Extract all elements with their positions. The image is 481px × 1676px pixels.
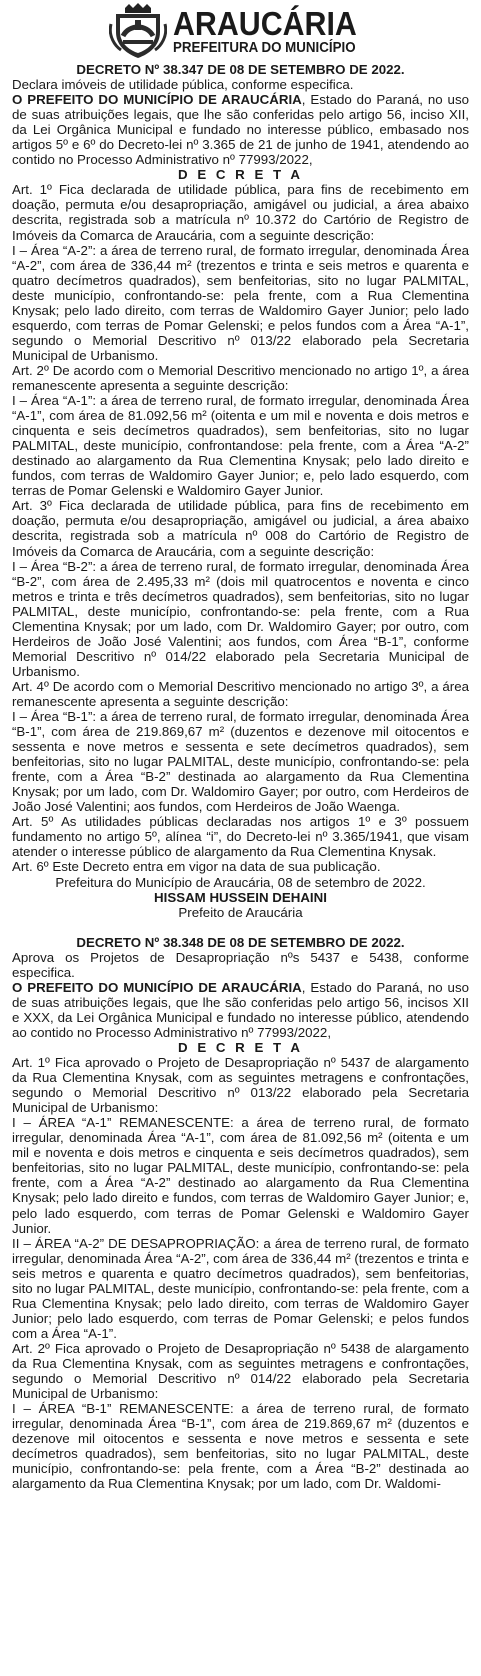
article-4-item: I – Área “B-1”: a área de terreno rural, de formato irregular, denominada Área “B-1”, com área de 219.869,67 m² (duzentos e dezenove mil oitocentos e sessenta e nove metros e sessenta e sete decímetros quadrados), sem benfeitorias, sito no lugar PALMITAL, deste município, confrontando-se: pela frente, com a Área “B-2” destinada ao alargamento da Rua Clementina Knysak; por um lado, com Dr. Waldomiro Gayer; por outro, com Herdeiros de João José Valentini; aos fundos, com Herdeiros de João Waenga. [12, 709, 469, 815]
place-date: Prefeitura do Município de Araucária, 08 de setembro de 2022. [55, 874, 426, 890]
preamble-lead: O PREFEITO DO MUNICÍPIO DE ARAUCÁRIA [12, 92, 302, 108]
article-2-item-1: I – ÁREA “B-1” REMANESCENTE: a área de terreno rural, de formato irregular, denominada Área “B-1”, com área de 219.869,67 m² (duzentos e dezenove mil oitocentos e sessenta e nove metros e sessenta e sete decímetros quadrados), sem benfeitorias, sito no lugar PALMITAL, deste município, confrontando-se: pela frente, com a Área “B-2” destinada ao alargamento da Rua Clementina Knysak; por um lado, com Dr. Waldomi- [12, 1401, 469, 1492]
decree-separator [12, 920, 469, 935]
city-name: ARAUCÁRIA [172, 4, 357, 42]
city-subtitle: PREFEITURA DO MUNICÍPIO [172, 39, 356, 56]
decree-title: DECRETO Nº 38.348 DE 08 DE SETEMBRO DE 2022. [76, 934, 405, 950]
preamble-text: , Estado do Paraná, no uso de suas atribuições legais, que lhe são conferidas pelo artigo 56, inciso XII, da Lei Orgânica Municipal e fundado no interesse público, embasado nos artigos 5º e 6º do Decreto-lei nº 3.365 de 21 de junho de 1941, atendendo ao contido no Processo Administrativo nº 77993/2022, [12, 92, 469, 168]
decreta-heading: D E C R E T A [178, 167, 303, 183]
decree-38347 [12, 62, 469, 920]
article-2: Art. 2º De acordo com o Memorial Descritivo mencionado no artigo 1º, a área remanescente apresenta a seguinte descrição: [12, 362, 469, 393]
article-1-item-1: I – ÁREA “A-1” REMANESCENTE: a área de terreno rural, de formato irregular, denominada Área “A-1”, com área de 81.092,56 m² (oitenta e um mil e noventa e dois metros e cinquenta e seis decímetros quadrados), sem benfeitorias, sito no lugar PALMITAL, deste município, confrontando-se: pela frente, com a Área “A-2” destinado ao alargamento da Rua Clementina Knysak; pelo lado direito e fundos, com terras de Waldomiro Gayer Junior; e, pelo lado esquerdo, com terras de Pomar Gelenski e Waldomiro Gayer Junior. [12, 1115, 469, 1236]
decree-38348 [12, 935, 469, 1492]
article-2: Art. 2º Fica aprovado o Projeto de Desapropriação nº 5438 de alargamento da Rua Clementina Knysak, com as seguintes metragens e confrontações, segundo o Memorial Descritivo nº 014/22 elaborado pela Secretaria Municipal de Urbanismo: [12, 1340, 469, 1402]
decree-preamble [12, 980, 469, 1040]
decree-summary: Aprova os Projetos de Desapropriação nºs 5437 e 5438, conforme especifica. [12, 949, 469, 980]
decree-summary: Declara imóveis de utilidade pública, conforme especifica. [12, 77, 354, 93]
article-1-item: I – Área “A-2”: a área de terreno rural, de formato irregular, denominada Área “A-2”, com área de 336,44 m² (trezentos e trinta e seis metros e quarenta e quatro decímetros quadrados), sem benfeitorias, sito no lugar PALMITAL, deste município, confrontando-se: pela frente, com a Rua Clementina Knysak; pelo lado direito, com terras de Waldomiro Gayer Junior; pelo lado esquerdo, com terras de Pomar Gelenski; e pelos fundos com a Área “A-1”, segundo o Memorial Descritivo nº 013/22 elaborado pela Secretaria Municipal de Urbanismo. [12, 242, 469, 363]
preamble-text: , Estado do Paraná, no uso de suas atribuições legais, que lhe são conferidas pelo artigo 56, incisos XII e XXX, da Lei Orgânica Municipal e fundado no interesse público, atendendo ao contido no Processo Administrativo nº 77993/2022, [12, 979, 469, 1040]
article-3: Art. 3º Fica declarada de utilidade pública, para fins de recebimento em doação, permuta e/ou desapropriação, amigável ou judicial, a área abaixo descrita, registrada sob a matrícula nº 008 do Cartório de Registro de Imóveis da Comarca de Araucária, com a seguinte descrição: [12, 498, 469, 559]
signer-name: HISSAM HUSSEIN DEHAINI [154, 889, 327, 905]
brand-block [172, 4, 373, 56]
article-4: Art. 4º De acordo com o Memorial Descritivo mencionado no artigo 3º, a área remanescente apresenta a seguinte descrição: [12, 678, 469, 709]
article-1-item-2: II – ÁREA “A-2” DE DESAPROPRIAÇÃO: a área de terreno rural, de formato irregular, denominada Área “A-2”, com área de 336,44 m² (trezentos e trinta e seis metros e quarenta e quatro decímetros quadrados), sem benfeitorias, sito no lugar PALMITAL, deste município, confrontando-se: pela frente, com a Rua Clementina Knysak; pelo lado direito, com terras de Waldomiro Gayer Junior; pelo lado esquerdo, com terras de Pomar Gelenski; e pelos fundos com a Área “A-1”. [12, 1235, 469, 1341]
municipal-crest-icon [109, 2, 167, 60]
preamble-lead: O PREFEITO DO MUNICÍPIO DE ARAUCÁRIA [12, 979, 302, 995]
decree-preamble [12, 92, 469, 167]
article-1: Art. 1º Fica declarada de utilidade pública, para fins de recebimento em doação, permuta e/ou desapropriação, amigável ou judicial, a área abaixo descrita, registrada sob a matrícula nº 10.372 do Cartório de Registro de Imóveis da Comarca de Araucária, com a seguinte descrição: [12, 182, 469, 243]
article-1: Art. 1º Fica aprovado o Projeto de Desapropriação nº 5437 de alargamento da Rua Clementina Knysak, com as seguintes metragens e confrontações, segundo o Memorial Descritivo nº 013/22 elaborado pela Secretaria Municipal de Urbanismo: [12, 1055, 469, 1116]
decreta-heading: D E C R E T A [178, 1040, 303, 1055]
article-3-item: I – Área “B-2”: a área de terreno rural, de formato irregular, denominada Área “B-2”, com área de 2.495,33 m² (dois mil quatrocentos e noventa e cinco metros e trinta e três decímetros quadrados), sem benfeitorias, sito no lugar PALMITAL, deste município, confrontando-se: pela frente, com a Rua Clementina Knysak; por um lado, com Dr. Waldomiro Gayer; por outro, com Herdeiros de João José Valentini; aos fundos, com Área “B-1”, conforme Memorial Descritivo nº 014/22 elaborado pela Secretaria Municipal de Urbanismo. [12, 558, 469, 679]
article-2-item: I – Área “A-1”: a área de terreno rural, de formato irregular, denominada Área “A-1”, com área de 81.092,56 m² (oitenta e um mil e noventa e dois metros e cinquenta e seis decímetros quadrados), sem benfeitorias, sito no lugar PALMITAL, deste município, confrontandose: pela frente, com a Área “A-2” destinado ao alargamento da Rua Clementina Knysak; pelo lado direito e fundos, com terras de Waldomiro Gayer Junior; e, pelo lado esquerdo, com terras de Pomar Gelenski e Waldomiro Gayer Junior. [12, 393, 469, 499]
masthead [12, 0, 469, 62]
article-6: Art. 6º Este Decreto entra em vigor na data de sua publicação. [12, 859, 381, 875]
decree-title: DECRETO Nº 38.347 DE 08 DE SETEMBRO DE 2022. [76, 62, 405, 77]
article-5: Art. 5º As utilidades públicas declaradas nos artigos 1º e 3º possuem fundamento no artigo 5º, alínea “i”, do Decreto-lei nº 3.365/1941, que visam atender o interesse público de alargamento da Rua Clementina Knysak. [12, 814, 469, 860]
signer-role: Prefeito de Araucária [178, 904, 303, 920]
